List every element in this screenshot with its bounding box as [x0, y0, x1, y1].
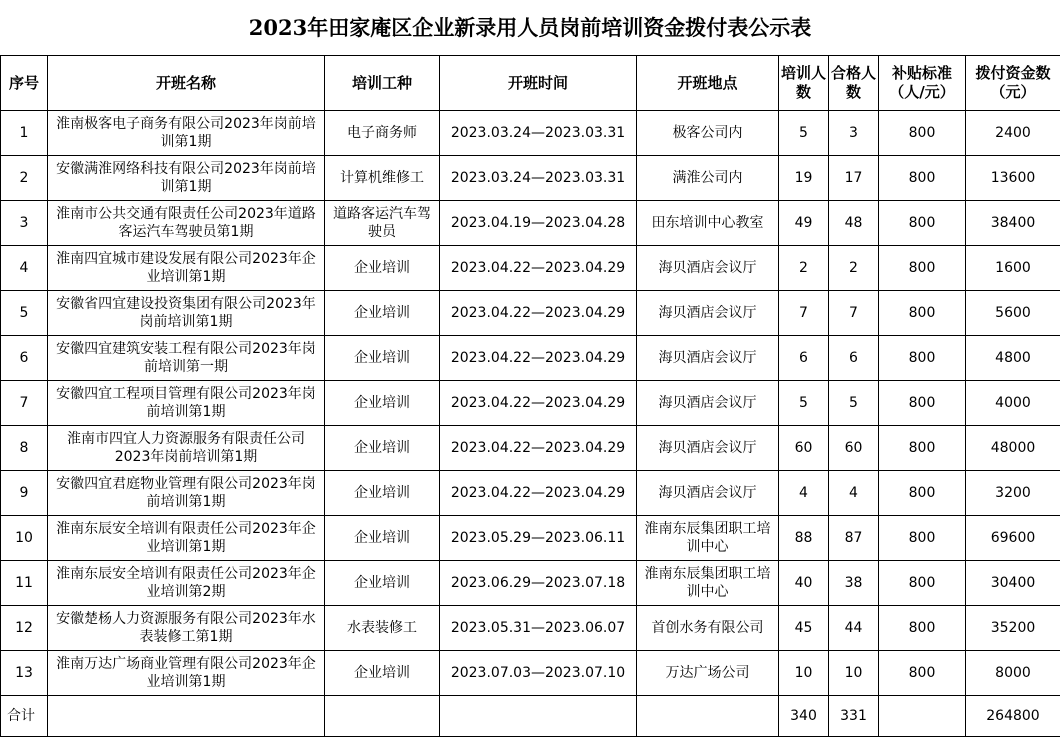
- total-qualified: 331: [829, 696, 879, 737]
- cell-trained: 2: [779, 246, 829, 291]
- cell-qualified: 7: [829, 291, 879, 336]
- cell-standard: 800: [879, 651, 966, 696]
- cell-amount: 38400: [966, 201, 1060, 246]
- cell-type: 电子商务师: [325, 111, 440, 156]
- cell-type: 企业培训: [325, 561, 440, 606]
- cell-time: 2023.03.24—2023.03.31: [440, 111, 637, 156]
- cell-time: 2023.04.22—2023.04.29: [440, 426, 637, 471]
- cell-time: 2023.04.22—2023.04.29: [440, 381, 637, 426]
- table-row: [1, 471, 1060, 516]
- cell-standard: 800: [879, 201, 966, 246]
- cell-no: 11: [1, 561, 48, 606]
- cell-time: 2023.03.24—2023.03.31: [440, 156, 637, 201]
- cell-place: 海贝酒店会议厅: [637, 381, 779, 426]
- header-no: 序号: [1, 56, 48, 111]
- empty-cell: [440, 696, 637, 737]
- cell-time: 2023.04.22—2023.04.29: [440, 246, 637, 291]
- cell-place: 万达广场公司: [637, 651, 779, 696]
- cell-standard: 800: [879, 381, 966, 426]
- cell-no: 2: [1, 156, 48, 201]
- cell-trained: 7: [779, 291, 829, 336]
- empty-cell: [637, 696, 779, 737]
- cell-type: 企业培训: [325, 336, 440, 381]
- cell-type: 水表装修工: [325, 606, 440, 651]
- table-row: [1, 111, 1060, 156]
- table-row: [1, 336, 1060, 381]
- cell-time: 2023.04.22—2023.04.29: [440, 291, 637, 336]
- cell-standard: 800: [879, 336, 966, 381]
- header-time: 开班时间: [440, 56, 637, 111]
- cell-type: 企业培训: [325, 246, 440, 291]
- cell-no: 8: [1, 426, 48, 471]
- header-trained: 培训人数: [779, 56, 829, 111]
- cell-qualified: 6: [829, 336, 879, 381]
- cell-standard: 800: [879, 111, 966, 156]
- cell-qualified: 48: [829, 201, 879, 246]
- table-row: [1, 516, 1060, 561]
- cell-qualified: 17: [829, 156, 879, 201]
- cell-standard: 800: [879, 156, 966, 201]
- header-name: 开班名称: [48, 56, 325, 111]
- cell-place: 淮南东辰集团职工培训中心: [637, 516, 779, 561]
- cell-place: 海贝酒店会议厅: [637, 426, 779, 471]
- cell-amount: 13600: [966, 156, 1060, 201]
- cell-qualified: 87: [829, 516, 879, 561]
- cell-name: 安徽省四宜建设投资集团有限公司2023年岗前培训第1期: [48, 291, 325, 336]
- cell-standard: 800: [879, 606, 966, 651]
- cell-amount: 48000: [966, 426, 1060, 471]
- cell-amount: 3200: [966, 471, 1060, 516]
- cell-place: 海贝酒店会议厅: [637, 291, 779, 336]
- cell-place: 满淮公司内: [637, 156, 779, 201]
- cell-no: 3: [1, 201, 48, 246]
- cell-name: 安徽四宜君庭物业管理有限公司2023年岗前培训第1期: [48, 471, 325, 516]
- cell-amount: 69600: [966, 516, 1060, 561]
- cell-name: 安徽四宜建筑安装工程有限公司2023年岗前培训第一期: [48, 336, 325, 381]
- cell-name: 淮南极客电子商务有限公司2023年岗前培训第1期: [48, 111, 325, 156]
- cell-standard: 800: [879, 516, 966, 561]
- table-row: [1, 426, 1060, 471]
- total-label: 合计: [1, 696, 48, 737]
- table-row: [1, 606, 1060, 651]
- table-row: [1, 291, 1060, 336]
- cell-trained: 6: [779, 336, 829, 381]
- cell-time: 2023.05.29—2023.06.11: [440, 516, 637, 561]
- cell-name: 淮南东辰安全培训有限责任公司2023年企业培训第1期: [48, 516, 325, 561]
- table-row: [1, 561, 1060, 606]
- cell-trained: 49: [779, 201, 829, 246]
- cell-qualified: 44: [829, 606, 879, 651]
- cell-type: 企业培训: [325, 381, 440, 426]
- cell-no: 5: [1, 291, 48, 336]
- cell-standard: 800: [879, 291, 966, 336]
- cell-trained: 5: [779, 111, 829, 156]
- cell-place: 海贝酒店会议厅: [637, 336, 779, 381]
- cell-amount: 2400: [966, 111, 1060, 156]
- total-trained: 340: [779, 696, 829, 737]
- cell-type: 道路客运汽车驾驶员: [325, 201, 440, 246]
- cell-type: 企业培训: [325, 426, 440, 471]
- cell-standard: 800: [879, 426, 966, 471]
- cell-trained: 19: [779, 156, 829, 201]
- table-row: [1, 651, 1060, 696]
- cell-standard: 800: [879, 246, 966, 291]
- cell-qualified: 10: [829, 651, 879, 696]
- cell-trained: 40: [779, 561, 829, 606]
- cell-no: 1: [1, 111, 48, 156]
- empty-cell: [879, 696, 966, 737]
- empty-cell: [325, 696, 440, 737]
- cell-qualified: 3: [829, 111, 879, 156]
- cell-place: 海贝酒店会议厅: [637, 246, 779, 291]
- cell-qualified: 60: [829, 426, 879, 471]
- cell-name: 安徽楚杨人力资源服务有限公司2023年水表装修工第1期: [48, 606, 325, 651]
- cell-amount: 30400: [966, 561, 1060, 606]
- cell-trained: 60: [779, 426, 829, 471]
- cell-name: 安徽满淮网络科技有限公司2023年岗前培训第1期: [48, 156, 325, 201]
- empty-cell: [48, 696, 325, 737]
- cell-trained: 5: [779, 381, 829, 426]
- cell-no: 7: [1, 381, 48, 426]
- table-row: [1, 156, 1060, 201]
- cell-type: 企业培训: [325, 291, 440, 336]
- cell-time: 2023.05.31—2023.06.07: [440, 606, 637, 651]
- cell-name: 淮南市四宜人力资源服务有限责任公司2023年岗前培训第1期: [48, 426, 325, 471]
- cell-no: 13: [1, 651, 48, 696]
- cell-trained: 4: [779, 471, 829, 516]
- cell-trained: 10: [779, 651, 829, 696]
- cell-type: 企业培训: [325, 651, 440, 696]
- document-title: 2023年田家庵区企业新录用人员岗前培训资金拨付表公示表: [0, 0, 1060, 56]
- header-amount: 拨付资金数（元）: [966, 56, 1060, 111]
- cell-qualified: 38: [829, 561, 879, 606]
- header-type: 培训工种: [325, 56, 440, 111]
- cell-no: 4: [1, 246, 48, 291]
- cell-time: 2023.06.29—2023.07.18: [440, 561, 637, 606]
- cell-place: 淮南东辰集团职工培训中心: [637, 561, 779, 606]
- cell-amount: 1600: [966, 246, 1060, 291]
- cell-name: 淮南四宜城市建设发展有限公司2023年企业培训第1期: [48, 246, 325, 291]
- cell-type: 企业培训: [325, 516, 440, 561]
- table-row: [1, 201, 1060, 246]
- cell-type: 企业培训: [325, 471, 440, 516]
- total-row: [1, 696, 1060, 737]
- cell-time: 2023.04.19—2023.04.28: [440, 201, 637, 246]
- cell-name: 淮南东辰安全培训有限责任公司2023年企业培训第2期: [48, 561, 325, 606]
- cell-place: 极客公司内: [637, 111, 779, 156]
- total-amount: 264800: [966, 696, 1060, 737]
- cell-qualified: 2: [829, 246, 879, 291]
- cell-type: 计算机维修工: [325, 156, 440, 201]
- cell-qualified: 5: [829, 381, 879, 426]
- table-row: [1, 246, 1060, 291]
- cell-time: 2023.07.03—2023.07.10: [440, 651, 637, 696]
- cell-amount: 4000: [966, 381, 1060, 426]
- header-qualified: 合格人数: [829, 56, 879, 111]
- cell-trained: 45: [779, 606, 829, 651]
- cell-name: 淮南万达广场商业管理有限公司2023年企业培训第1期: [48, 651, 325, 696]
- cell-time: 2023.04.22—2023.04.29: [440, 336, 637, 381]
- cell-place: 海贝酒店会议厅: [637, 471, 779, 516]
- cell-amount: 5600: [966, 291, 1060, 336]
- cell-trained: 88: [779, 516, 829, 561]
- cell-standard: 800: [879, 561, 966, 606]
- header-standard: 补贴标准（人/元）: [879, 56, 966, 111]
- cell-no: 9: [1, 471, 48, 516]
- cell-place: 首创水务有限公司: [637, 606, 779, 651]
- cell-amount: 35200: [966, 606, 1060, 651]
- funding-table: [0, 56, 1060, 737]
- cell-no: 12: [1, 606, 48, 651]
- cell-amount: 8000: [966, 651, 1060, 696]
- cell-qualified: 4: [829, 471, 879, 516]
- header-row: [1, 56, 1060, 111]
- cell-no: 10: [1, 516, 48, 561]
- cell-no: 6: [1, 336, 48, 381]
- cell-name: 淮南市公共交通有限责任公司2023年道路客运汽车驾驶员第1期: [48, 201, 325, 246]
- table-row: [1, 381, 1060, 426]
- cell-standard: 800: [879, 471, 966, 516]
- cell-amount: 4800: [966, 336, 1060, 381]
- cell-name: 安徽四宜工程项目管理有限公司2023年岗前培训第1期: [48, 381, 325, 426]
- cell-place: 田东培训中心教室: [637, 201, 779, 246]
- header-place: 开班地点: [637, 56, 779, 111]
- cell-time: 2023.04.22—2023.04.29: [440, 471, 637, 516]
